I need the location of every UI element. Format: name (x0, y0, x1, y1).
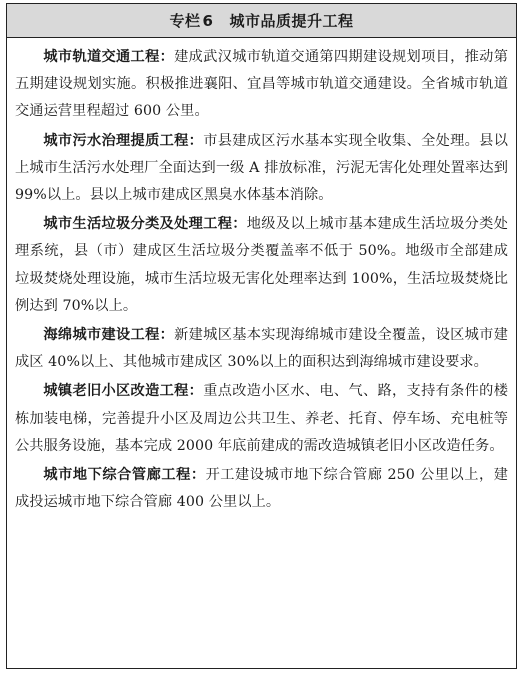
feature-box (6, 3, 517, 669)
paragraph-text: 重点改造小区水、电、气、路，支持有条件的楼栋加装电梯，完善提升小区及周边公共卫生、养老、托育、停车场、充电桩等公共服务设施，基本完成 2000 年底前建成的需改造城镇老旧小区改造任务。 (15, 383, 508, 454)
paragraph-text: 市县建成区污水基本实现全收集、全处理。县以上城市生活污水处理厂全面达到一级 A 排放标准，污泥无害化处理处置率达到 99%以上。县以上城市建成区黑臭水体基本消除。 (15, 132, 508, 204)
paragraph-text: 地级及以上城市基本建成生活垃圾分类处理系统，县（市）建成区生活垃圾分类覆盖率不低于 50%。地级市全部建成垃圾焚烧处理设施，城市生活垃圾无害化处理率达到 100%，生活垃圾焚烧比例达到 70%以上。 (15, 216, 508, 314)
paragraph-old-communities (15, 378, 508, 460)
paragraph-rail-transit (15, 44, 508, 126)
paragraph-text: 新建城区基本实现海绵城市建设全覆盖，设区城市建成区 40%以上、其他城市建成区 30%以上的面积达到海绵城市建设要求。 (15, 327, 508, 371)
paragraph-lead: 城市污水治理提质工程： (43, 132, 204, 149)
paragraph-text: 开工建设城市地下综合管廊 250 公里以上，建成投运城市地下综合管廊 400 公里以上。 (15, 467, 508, 511)
paragraph-text: 建成武汉城市轨道交通第四期建设规划项目，推动第五期建设规划实施。积极推进襄阳、宜昌等城市轨道交通建设。全省城市轨道交通运营里程超过 600 公里。 (15, 49, 508, 120)
box-header (7, 4, 516, 38)
box-title: 城市品质提升工程 (229, 12, 354, 30)
box-content (7, 38, 516, 516)
paragraph-lead: 海绵城市建设工程： (43, 327, 175, 344)
paragraph-sewage (15, 128, 508, 210)
box-number: 6 (202, 11, 214, 30)
paragraph-utility-tunnel (15, 462, 508, 516)
paragraph-lead: 城市地下综合管廊工程： (43, 467, 206, 484)
paragraph-lead: 城市轨道交通工程： (43, 49, 175, 65)
paragraph-lead: 城市生活垃圾分类及处理工程： (43, 216, 247, 233)
box-label: 专栏 (169, 12, 201, 30)
paragraph-sponge-city (15, 322, 508, 376)
paragraph-lead: 城镇老旧小区改造工程： (43, 383, 204, 400)
paragraph-garbage (15, 211, 508, 320)
